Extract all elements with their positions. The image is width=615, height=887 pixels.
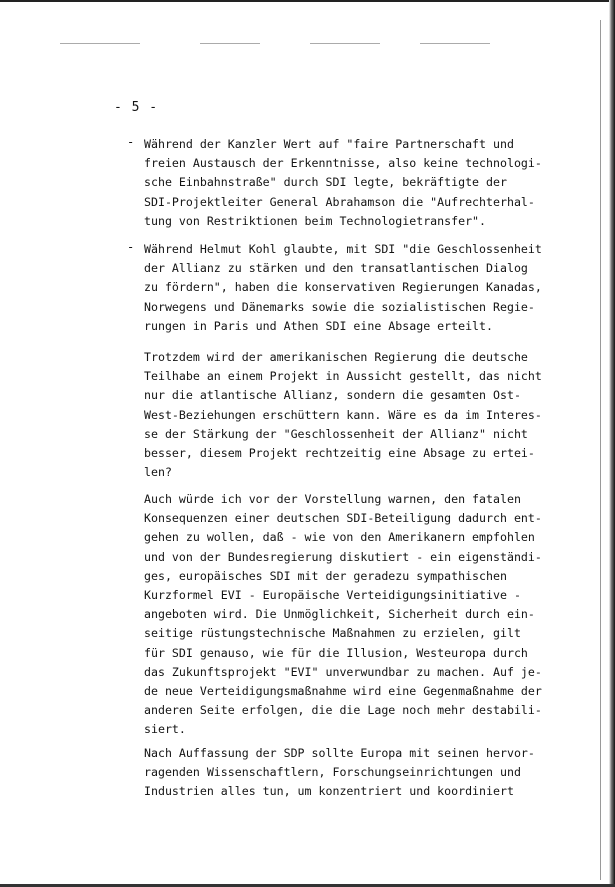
scan-artifact-line: [420, 43, 490, 44]
bullet-paragraph: [144, 240, 559, 336]
body-paragraph: [144, 490, 559, 739]
text-line: de neue Verteidigungsmaßnahme wird eine Gegenmaßnahme der: [144, 683, 542, 698]
text-line: Während der Kanzler Wert auf "faire Partnerschaft und: [144, 137, 514, 151]
text-line: seitige rüstungstechnische Maßnahmen zu erzielen, gilt: [144, 626, 521, 641]
text-line: Konsequenzen einer deutschen SDI-Beteiligung dadurch ent-: [144, 511, 542, 526]
bullet-paragraph: [144, 135, 559, 231]
text-line: West-Beziehungen erschüttern kann. Wäre es da im Interes-: [144, 407, 542, 422]
text-line: len?: [144, 465, 172, 480]
text-line: gehen zu wollen, daß - wie von den Amerikanern empfohlen: [144, 530, 535, 545]
text-line: SDI-Projektleiter General Abrahamson die "Aufrechterhal-: [144, 194, 535, 209]
text-line: Teilhabe an einem Projekt in Aussicht gestellt, das nicht: [144, 369, 542, 384]
text-line: se der Stärkung der "Geschlossenheit der Allianz" nicht: [144, 426, 528, 441]
text-line: siert.: [144, 722, 186, 737]
scan-edge-top: [0, 0, 615, 2]
scan-fold-line: [600, 20, 601, 880]
text-line: Auch würde ich vor der Vorstellung warnen, den fatalen: [144, 492, 521, 506]
text-line: nur die atlantische Allianz, sondern die gesamten Ost-: [144, 388, 521, 403]
text-line: Trotzdem wird der amerikanischen Regierung die deutsche: [144, 350, 528, 364]
text-line: Norwegens und Dänemarks sowie die sozialistischen Regie-: [144, 299, 535, 314]
text-line: besser, diesem Projekt rechtzeitig eine Absage zu ertei-: [144, 445, 535, 460]
text-line: ragenden Wissenschaftlern, Forschungseinrichtungen und: [144, 765, 521, 780]
body-paragraph: [144, 744, 559, 802]
text-line: für SDI genauso, wie für die Illusion, Westeuropa durch: [144, 645, 528, 660]
page-number: - 5 -: [114, 100, 159, 115]
text-line: Nach Auffassung der SDP sollte Europa mit seinen hervor-: [144, 746, 535, 760]
bullet-marker: -: [127, 240, 135, 254]
body-paragraph: [144, 348, 559, 482]
text-line: und von der Bundesregierung diskutiert - ein eigenständi-: [144, 549, 542, 564]
text-line: das Zukunftsprojekt "EVI" unverwundbar zu machen. Auf je-: [144, 664, 542, 679]
text-line: rungen in Paris und Athen SDI eine Absage erteilt.: [144, 318, 494, 333]
text-line: sche Einbahnstraße" durch SDI legte, bekräftigte der: [144, 175, 507, 190]
text-line: tung von Restriktionen beim Technologietransfer".: [144, 213, 487, 228]
text-line: der Allianz zu stärken und den transatlantischen Dialog: [144, 261, 528, 276]
text-line: anderen Seite erfolgen, die die Lage noch mehr destabili-: [144, 703, 542, 718]
text-line: zu fördern", haben die konservativen Regierungen Kanadas,: [144, 280, 542, 295]
bullet-marker: -: [127, 135, 135, 149]
text-line: Industrien alles tun, um konzentriert und koordiniert: [144, 784, 514, 799]
scan-artifact-line: [200, 43, 260, 44]
text-line: Kurzformel EVI - Europäische Verteidigungsinitiative -: [144, 587, 521, 602]
text-line: angeboten wird. Die Unmöglichkeit, Sicherheit durch ein-: [144, 607, 535, 622]
scan-artifact-line: [310, 43, 380, 44]
scan-artifact-line: [60, 43, 140, 44]
text-line: ges, europäisches SDI mit der geradezu sympathischen: [144, 568, 507, 583]
scan-edge-right: [609, 0, 615, 887]
text-line: Während Helmut Kohl glaubte, mit SDI "die Geschlossenheit: [144, 242, 542, 256]
text-line: freien Austausch der Erkenntnisse, also keine technologi-: [144, 156, 542, 171]
